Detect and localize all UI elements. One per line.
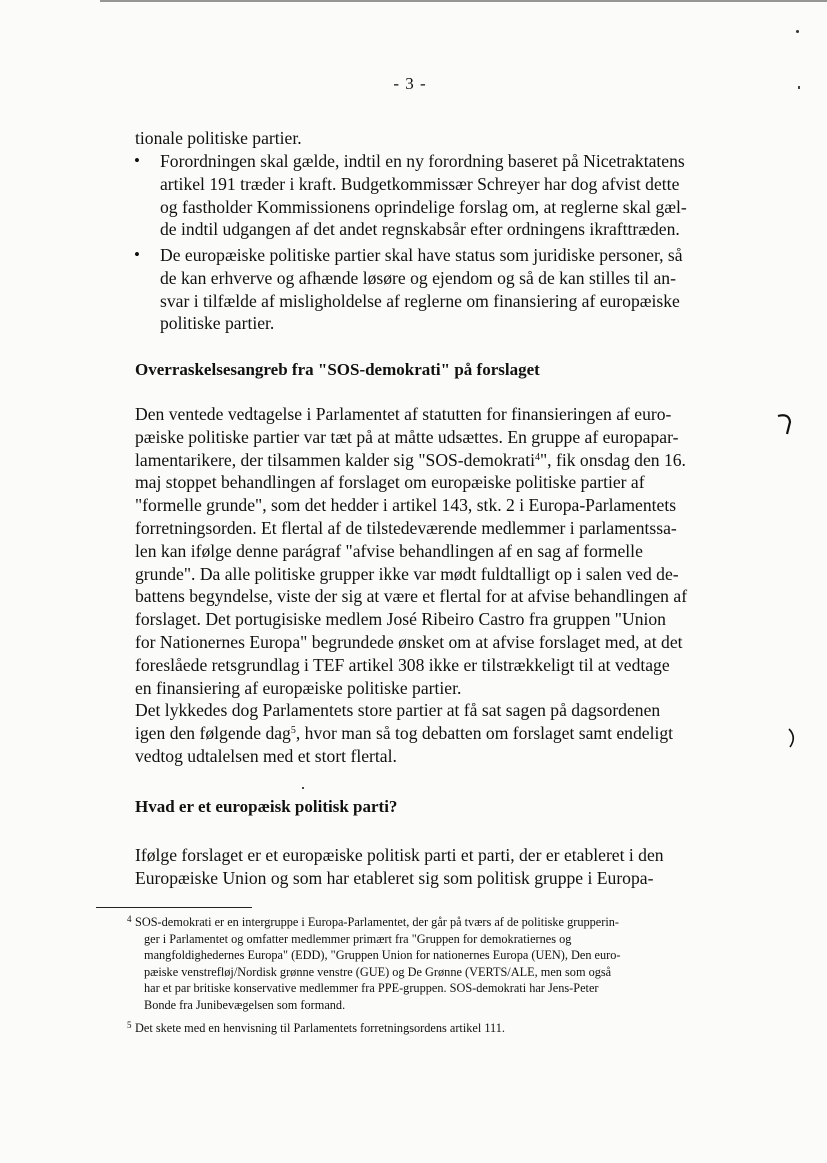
text-line: svar i tilfælde af misligholdelse af reglerne om finansiering af europæiske [160,290,680,311]
scan-speck [796,30,799,33]
text-line: lamentarikere, der tilsammen kalder sig "SOS-demokrati$^4$", fik onsdag den 16. [135,449,686,470]
footnote-5 [127,1020,735,1037]
continuation-text [135,127,735,150]
text-line: igen den følgende dag$^5$, hvor man så tog debatten om forslaget samt endeligt [135,723,674,744]
footnote-line: SOS-demokrati er en intergruppe i Europa-Parlamentet, der går på tværs af de politiske grupperin- [135,915,619,929]
text-line: len kan ifølge denne parágraf "afvise behandlingen af en sag af formelle [135,540,643,561]
scan-speck [798,86,800,89]
text-line: De europæiske politiske partier skal have status som juridiske personer, så [160,245,683,265]
paragraph-definition [135,844,735,890]
section-heading-surprise-attack: Overraskelsesangreb fra "SOS-demokrati" på forslaget [135,360,540,379]
text-line: for Nationernes Europa" begrundede ønsket om at afvise forslaget med, at det [135,631,683,652]
text-line: forslaget. Det portugisiske medlem José Ribeiro Castro fra gruppen "Union [135,609,666,630]
bullet-item-2 [135,244,735,335]
text-line: politiske partier. [160,313,275,334]
text-line: Ifølge forslaget er et europæiske politisk parti et parti, der er etableret i den [135,845,664,865]
text-line: Forordningen skal gælde, indtil en ny forordning baseret på Nicetraktatens [160,151,685,171]
text-line: grunde". Da alle politiske grupper ikke var mødt fuldtalligt op i salen ved de- [135,563,679,584]
scan-speck [302,787,304,789]
text-line: "formelle grunde", som det hedder i artikel 143, stk. 2 i Europa-Parlamentets [135,495,677,516]
bullet-item-1 [135,150,735,241]
footnote-line: mangfoldighedernes Europa" (EDD), "Gruppen Union for nationernes Europa (UEN), Den euro- [144,948,621,962]
footnote-line: Bonde fra Junibevægelsen som formand. [144,997,346,1012]
text-line: tionale politiske partier. [135,128,302,148]
footnote-line: pæiske venstrefløj/Nordisk grønne venstre (GUE) og De Grønne (VERTS/ALE, men som også [144,964,612,979]
footnote-line: ger i Parlamentet og omfatter medlemmer primært fra "Gruppen for demokratiernes og [144,931,572,946]
text-line: Europæiske Union og som har etableret sig som politisk gruppe i Europa- [135,867,654,888]
footnote-ref-5: 5 [290,725,296,737]
text-line: maj stoppet behandlingen af forslaget om europæiske politiske partier af [135,472,645,493]
scan-bracket-mark [775,410,795,436]
text-line: vedtog udtalelsen med et stort flertal. [135,745,397,766]
footnote-line: Det skete med en henvisning til Parlamentets forretningsordens artikel 111. [135,1021,505,1035]
text-line: Det lykkedes dog Parlamentets store partier at få sat sagen på dagsordenen [135,700,661,721]
footnote-line: har et par britiske konservative medlemmer fra PPE-gruppen. SOS-demokrati har Jens-Peter [144,981,599,995]
text-line: de indtil udgangen af det andet regnskabsår efter ordningens ikrafttræden. [160,219,680,240]
text-line: foreslåede retsgrundlag i TEF artikel 308 ikke er tilstrækkeligt til at vedtage [135,654,670,675]
footnote-4 [127,914,735,1013]
footnote-ref-4: 4 [535,451,540,463]
paragraph-sos-democracy [135,403,735,768]
scan-top-edge [100,0,827,2]
section-heading-what-is-party: Hvad er et europæisk politisk parti? [135,797,398,816]
footnote-separator [96,907,252,908]
text-line: Den ventede vedtagelse i Parlamentet af statutten for finansieringen af euro- [135,404,672,424]
text-line: de kan erhverve og afhænde løsøre og ejendom og så de kan stilles til an- [160,267,676,288]
text-line: battens begyndelse, viste der sig at være et flertal for at afvise behandlingen af [135,586,688,607]
bullet-icon: • [134,245,140,264]
page-number: - 3 - [393,74,427,93]
bullet-icon: • [134,151,140,170]
footnote-number: 5 [127,1020,132,1030]
footnote-number: 4 [127,914,132,924]
text-line: forretningsorden. Et flertal af de tilstedeværende medlemmer i parlamentssa- [135,517,677,538]
scan-bracket-mark [786,727,800,749]
text-line: en finansiering af europæiske politiske partier. [135,677,462,698]
text-line: og fastholder Kommissionens oprindelige forslag om, at reglerne skal gæl- [160,196,687,217]
text-line: pæiske politiske partier var tæt på at måtte udsættes. En gruppe af europapar- [135,426,679,447]
text-line: artikel 191 træder i kraft. Budgetkommissær Schreyer har dog afvist dette [160,173,680,194]
